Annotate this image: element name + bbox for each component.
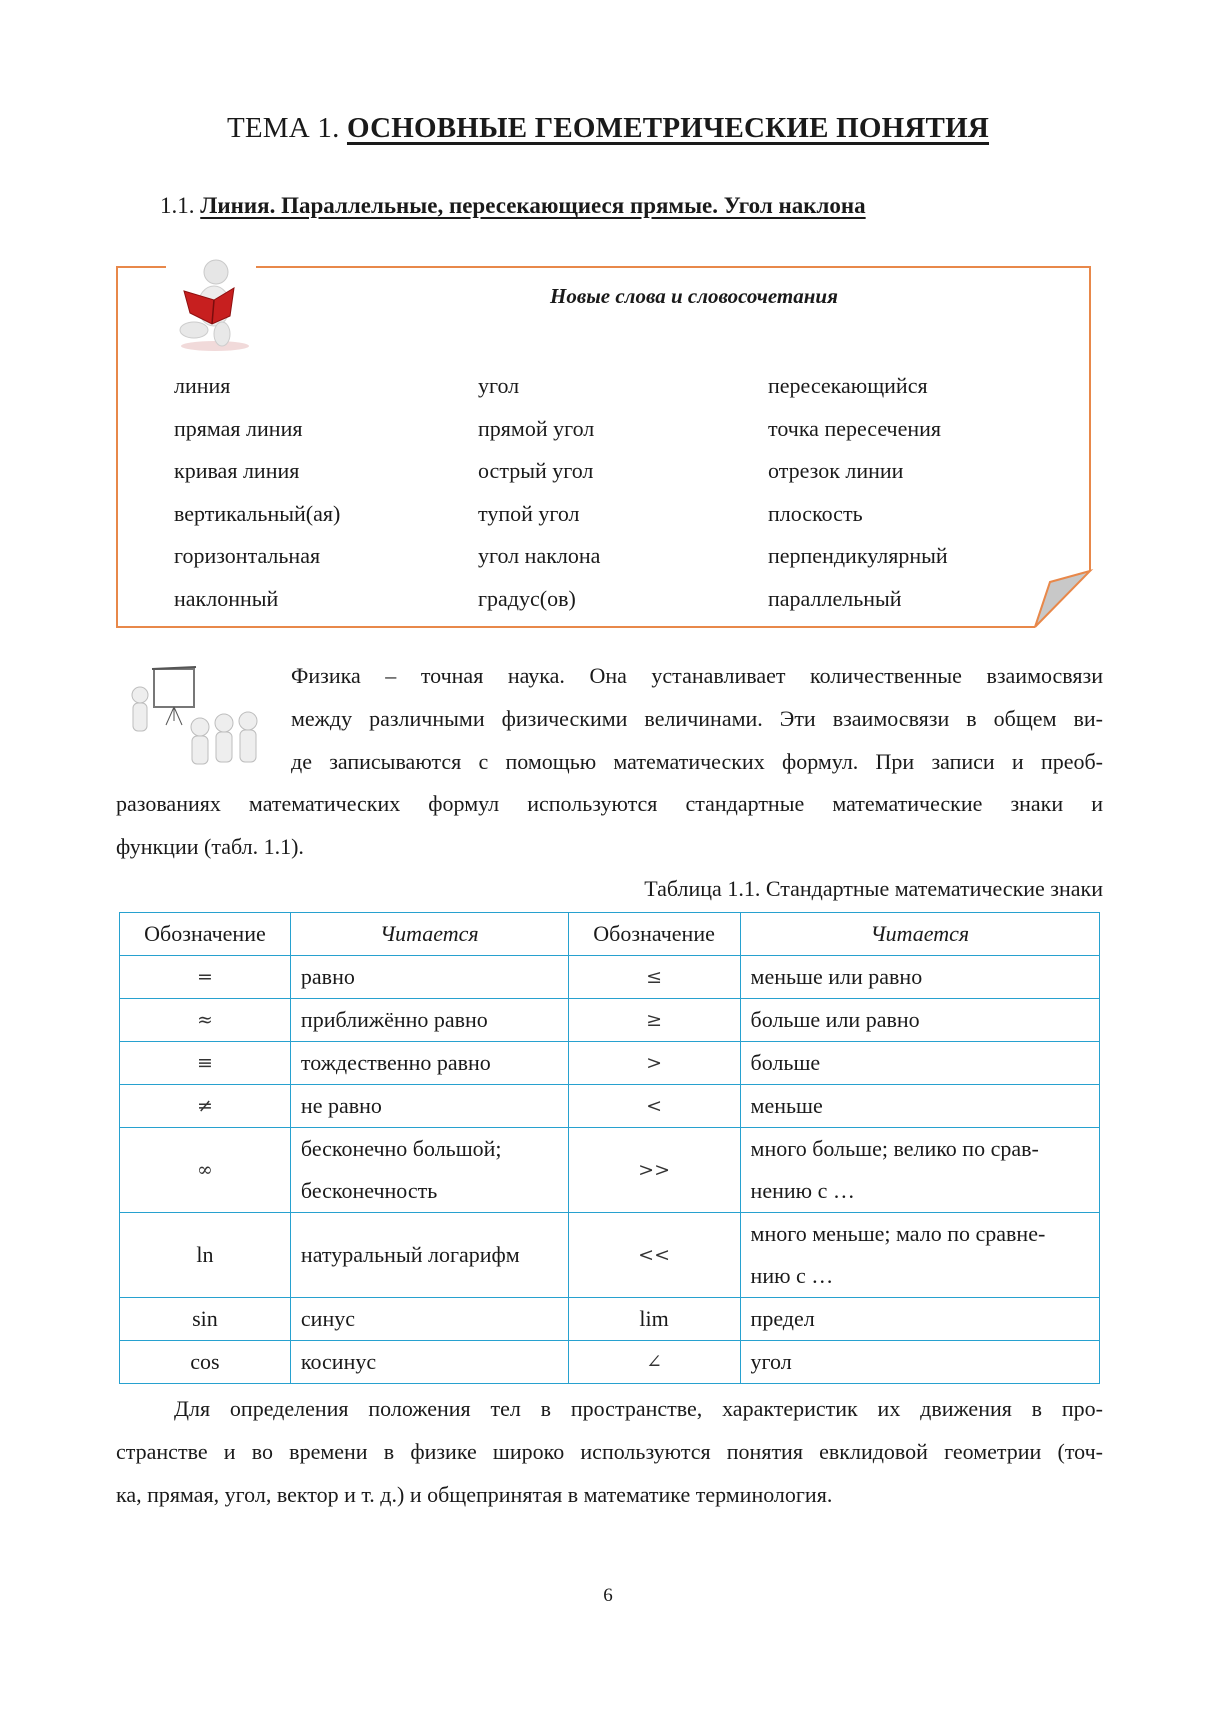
vocab-word: угол наклона	[478, 543, 601, 568]
symbol-cell: ≈	[120, 999, 291, 1042]
folded-corner-icon	[1035, 571, 1090, 627]
vocab-word: плоскость	[768, 500, 863, 526]
vocab-word: линия	[174, 373, 231, 398]
topic-title	[0, 112, 1216, 145]
vocab-word: прямая линия	[174, 415, 303, 441]
vocab-word: пересекающийся	[768, 373, 928, 398]
reading-cell: больше	[740, 1042, 1099, 1085]
vocab-word: острый угол	[478, 458, 594, 483]
symbol-cell: ln	[120, 1213, 291, 1298]
vocab-word: точка пересечения	[768, 415, 942, 441]
symbol-cell: ∞	[120, 1128, 291, 1213]
reading-cell: не равно	[290, 1085, 568, 1128]
table-row	[120, 1341, 1100, 1384]
symbol-cell: sin	[120, 1298, 291, 1341]
vocab-word: наклонный	[174, 585, 279, 611]
column-header: Обозначение	[568, 913, 740, 956]
vocab-heading: Новые слова и словосочетания	[550, 284, 838, 308]
symbol-cell: <	[568, 1085, 740, 1128]
reading-line: бесконечно большой;	[300, 1136, 502, 1161]
outro-paragraph	[116, 1388, 1103, 1516]
paragraph-line: ка, прямая, угол, вектор и т. д.) и общепринятая в математике терминология.	[116, 1481, 833, 1507]
symbol-cell: ≥	[568, 999, 740, 1042]
vocab-word: кривая линия	[174, 458, 300, 483]
symbol-cell: >>	[568, 1128, 740, 1213]
reading-line: нению с …	[750, 1178, 855, 1203]
table-row	[120, 999, 1100, 1042]
vocab-column-3	[768, 365, 948, 620]
topic-heading: ОСНОВНЫЕ ГЕОМЕТРИЧЕСКИЕ ПОНЯТИЯ	[346, 112, 990, 144]
reading-cell	[290, 1128, 568, 1213]
symbol-cell: ∠	[568, 1341, 740, 1384]
vocab-word: градус(ов)	[478, 585, 576, 611]
table-row	[120, 1085, 1100, 1128]
reading-cell: тождественно равно	[290, 1042, 568, 1085]
paragraph-line: странстве и во времени в физике широко используются понятия евклидовой геометрии (точ-	[116, 1438, 1103, 1464]
reading-cell: больше или равно	[740, 999, 1099, 1042]
paragraph-line: разованиях математических формул используются стандартные математические знаки и	[116, 791, 1103, 816]
symbol-cell: cos	[120, 1341, 291, 1384]
reading-cell: меньше или равно	[740, 956, 1099, 999]
vocab-column-1	[174, 365, 340, 620]
section-number: 1.1.	[160, 193, 201, 218]
reading-cell: синус	[290, 1298, 568, 1341]
reading-line: бесконечность	[300, 1178, 438, 1203]
paragraph-line: Для определения положения тел в пространстве, характеристик их движения в про-	[174, 1396, 1103, 1421]
reading-person-icon	[170, 258, 260, 353]
symbol-cell: ≤	[568, 956, 740, 999]
table-caption: Таблица 1.1. Стандартные математические знаки	[644, 876, 1103, 901]
paragraph-line: между различными физическими величинами. Эти взаимосвязи в общем ви-	[291, 705, 1103, 731]
topic-prefix: ТЕМА 1.	[226, 112, 347, 144]
vocab-word: параллельный	[768, 585, 902, 611]
intro-paragraph-top	[291, 655, 1103, 783]
reading-line: много меньше; мало по сравне-	[750, 1221, 1046, 1246]
reading-cell: косинус	[290, 1341, 568, 1384]
presentation-people-icon	[114, 663, 278, 767]
paragraph-line: де записываются с помощью математических формул. При записи и преоб-	[291, 748, 1103, 774]
vocab-word: горизонтальная	[174, 543, 321, 568]
column-header: Читается	[740, 913, 1099, 956]
symbol-cell: >	[568, 1042, 740, 1085]
vocab-word: тупой угол	[478, 500, 580, 526]
math-symbols-table	[119, 912, 1100, 1384]
vocab-word: отрезок линии	[768, 458, 904, 483]
reading-line: много больше; велико по срав-	[750, 1136, 1039, 1161]
vocab-word: прямой угол	[478, 415, 595, 441]
vocab-word: угол	[478, 373, 520, 398]
table-row	[120, 1128, 1100, 1213]
symbol-cell: ≡	[120, 1042, 291, 1085]
column-header: Читается	[290, 913, 568, 956]
table-row	[120, 1042, 1100, 1085]
table-row	[120, 1298, 1100, 1341]
table-row	[120, 1213, 1100, 1298]
reading-cell: предел	[740, 1298, 1099, 1341]
reading-line: нию с …	[750, 1263, 834, 1288]
section-heading: Линия. Параллельные, пересекающиеся прямые. Угол наклона	[200, 193, 866, 218]
page-number: 6	[603, 1585, 613, 1606]
symbol-cell: <<	[568, 1213, 740, 1298]
reading-cell: меньше	[740, 1085, 1099, 1128]
reading-cell: приближённо равно	[290, 999, 568, 1042]
paragraph-line: функции (табл. 1.1).	[116, 833, 304, 859]
vocab-column-2	[478, 365, 600, 620]
column-header: Обозначение	[120, 913, 291, 956]
vocab-word: перпендикулярный	[768, 543, 948, 568]
vocab-word: вертикальный(ая)	[174, 500, 341, 526]
table-row	[120, 956, 1100, 999]
reading-cell: угол	[740, 1341, 1099, 1384]
paragraph-line: Физика – точная наука. Она устанавливает количественные взаимосвязи	[291, 663, 1103, 688]
symbol-cell: lim	[568, 1298, 740, 1341]
symbol-cell: ≠	[120, 1085, 291, 1128]
table-header-row	[120, 913, 1100, 956]
reading-cell	[740, 1128, 1099, 1213]
reading-cell	[740, 1213, 1099, 1298]
section-title	[160, 193, 866, 219]
reading-cell: натуральный логарифм	[290, 1213, 568, 1298]
symbol-cell: =	[120, 956, 291, 999]
intro-paragraph-bottom	[116, 783, 1103, 869]
reading-cell: равно	[290, 956, 568, 999]
